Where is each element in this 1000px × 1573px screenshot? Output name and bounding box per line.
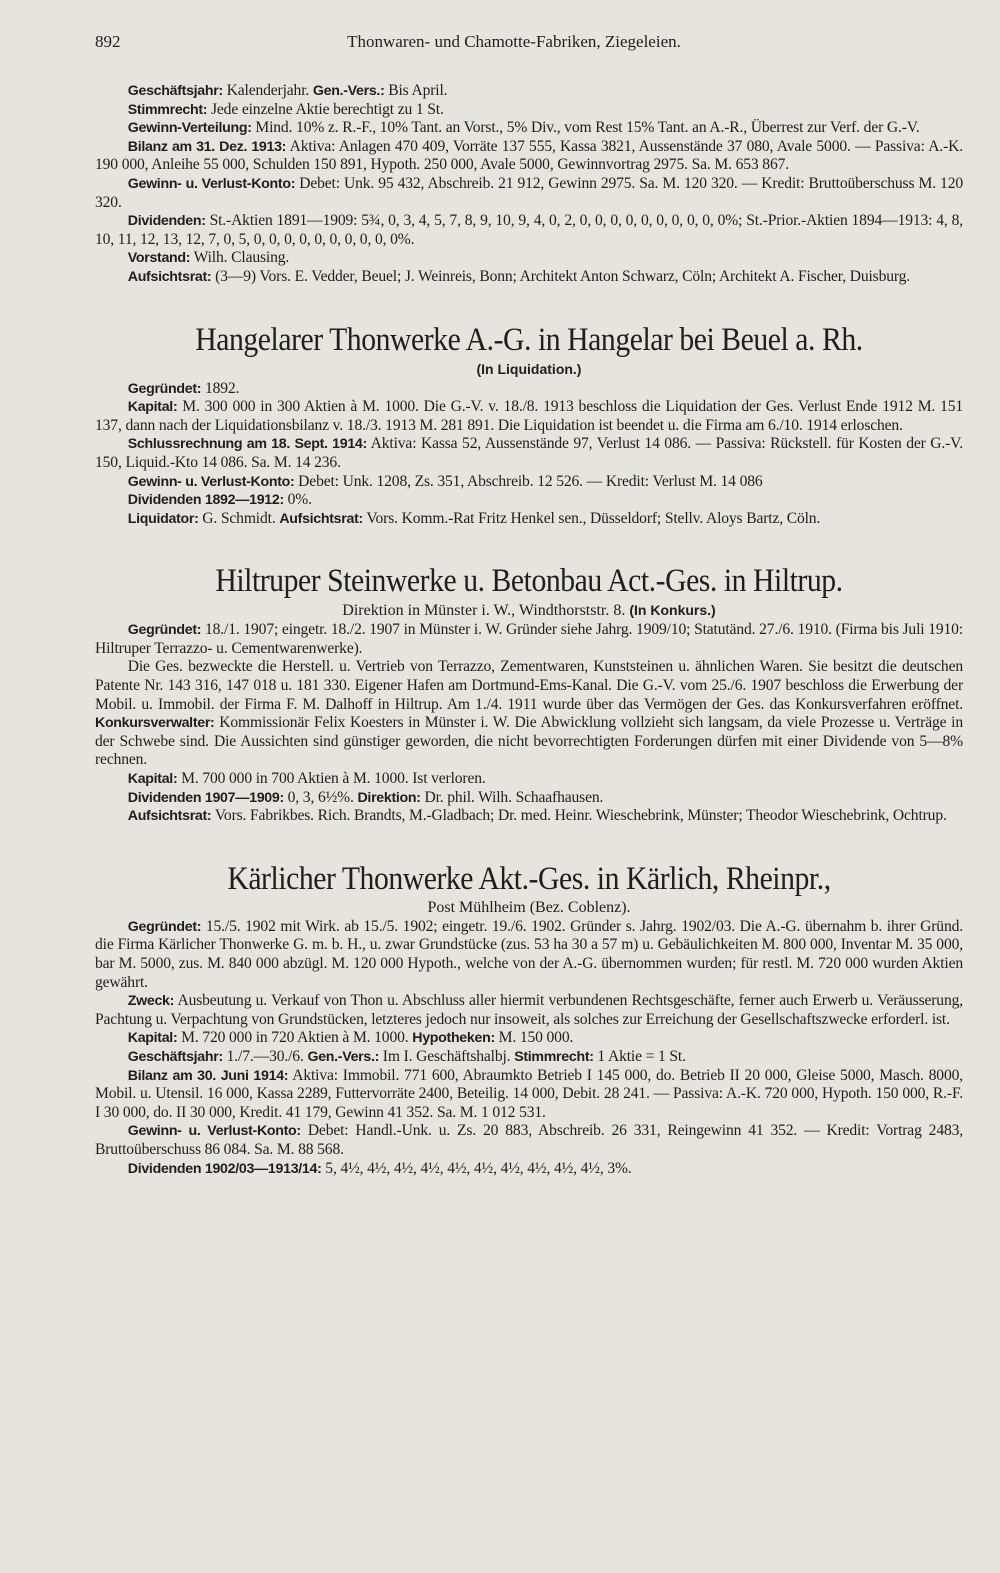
entry-paragraph xyxy=(95,1048,963,1067)
entry-paragraph xyxy=(95,621,963,658)
entry-paragraph xyxy=(95,770,963,789)
entry-paragraph xyxy=(95,138,963,175)
entry-paragraph xyxy=(95,1029,963,1048)
entry-label: Gegründet: xyxy=(127,380,202,397)
entry-label: Direktion: xyxy=(357,789,421,806)
entry-label: Hypotheken: xyxy=(412,1030,495,1047)
entry-paragraph xyxy=(95,789,963,808)
entry-label: Gen.-Vers.: xyxy=(307,1048,380,1065)
entry-text: Jede einzelne Aktie berechtigt zu 1 St. xyxy=(207,100,444,118)
entry-text: Vors. Komm.-Rat Fritz Henkel sen., Düsseldorf; Stellv. Aloys Bartz, Cöln. xyxy=(362,509,821,527)
entry-label: Aufsichtsrat: xyxy=(127,268,212,285)
entry-label: Dividenden 1902/03—1913/14: xyxy=(127,1160,322,1177)
entry-label: Geschäftsjahr: xyxy=(127,83,223,99)
entry-label: Gewinn-Verteilung: xyxy=(127,120,252,137)
entry-text: M. 150 000. xyxy=(494,1029,574,1047)
entry-text: 15./5. 1902 mit Wirk. ab 15./5. 1902; eingetr. 19./6. 1902. Gründer s. Jahrg. 1902/03. Die A.-G. übernahm b. ihrer Gründ. die Firma Kärlicher Thonwerke G. m. b. H., u. zwar Grundstücke (zus. 53 ha 30 a 57 m) u. Gebäulichkeiten M. 800 000, Inventar M. 35 000, bar M. 5000, zus. M. 840 000 abzügl. M. 120 000 Hypoth., welche von der A.-G. übernommen wurden; für restl. M. 720 000 wurden Aktien gewährt. xyxy=(95,917,963,991)
entry-paragraph xyxy=(95,249,963,268)
entry-label: Gegründet: xyxy=(127,622,202,639)
entry-text: Aktiva: Anlagen 470 409, Vorräte 137 555, Kassa 3821, Aussenstände 37 080, Avale 5000. — Passiva: A.-K. 190 000, Anleihe 55 000, Schulden 150 891, Hypoth. 250 000, Avale 5000, Gewinnvortrag 2975. Sa. M. 653 867. xyxy=(95,137,963,174)
entry-text: Mind. 10% z. R.-F., 10% Tant. an Vorst., 5% Div., vom Rest 15% Tant. an A.-R., Überrest zur Verf. der G.-V. xyxy=(251,119,920,137)
entry-text: Ausbeutung u. Verkauf von Thon u. Abschluss aller hiermit verbundenen Rechtsgeschäfte, ferner auch Erwerb u. Veräusserung, Pachtung u. Verpachtung von Grundstücken, letzteres jedoch nur insoweit, als solches zur Erreichung der Gesellschaftszwecke erforderl. ist. xyxy=(95,992,963,1028)
company-section xyxy=(95,82,963,287)
entry-label: Gewinn- u. Verlust-Konto: xyxy=(127,1123,301,1140)
entry-label: Dividenden 1892—1912: xyxy=(127,492,284,509)
entry-text: Bis April. xyxy=(384,82,448,99)
entry-paragraph xyxy=(95,435,963,472)
entry-label: Gen.-Vers.: xyxy=(312,83,385,99)
entry-text: Debet: Handl.-Unk. u. Zs. 20 883, Abschreib. 26 331, Reingewinn 41 352. — Kredit: Vortrag 2483, Bruttoüberschuss 86 084. Sa. M. 88 568. xyxy=(95,1122,964,1158)
entry-text: 1892. xyxy=(201,379,240,397)
company-section xyxy=(95,562,963,826)
subtitle-text: Direktion in Münster i. W., Windthorststr. 8. xyxy=(342,602,630,620)
entry-text: 18./1. 1907; eingetr. 18./2. 1907 in Münster i. W. Gründer siehe Jahrg. 1909/10; Statutänd. 27./6. 1910. (Firma bis Juli 1910: Hiltruper Terrazzo- u. Cementwarenwerke). xyxy=(95,621,963,657)
entry-label: Bilanz am 31. Dez. 1913: xyxy=(127,138,287,155)
entry-paragraph xyxy=(95,101,963,120)
entry-paragraph xyxy=(95,175,963,212)
entry-paragraph xyxy=(95,473,963,492)
entry-text: Kalenderjahr. xyxy=(222,82,313,99)
running-title: Thonwaren- und Chamotte-Fabriken, Ziegeleien. xyxy=(347,32,681,51)
entry-text: M. 720 000 in 720 Aktien à M. 1000. xyxy=(177,1029,413,1047)
entry-label: Zweck: xyxy=(127,993,175,1010)
entry-text: Wilh. Clausing. xyxy=(190,249,290,267)
entry-label: Geschäftsjahr: xyxy=(127,1048,223,1065)
company-title: Hiltruper Steinwerke u. Betonbau Act.-Ges. in Hiltrup. xyxy=(215,563,843,600)
entry-label: Kapital: xyxy=(127,1030,178,1047)
entry-text: 5, 4½, 4½, 4½, 4½, 4½, 4½, 4½, 4½, 4½, 4½, 3%. xyxy=(321,1159,632,1177)
page-number: 892 xyxy=(95,32,121,51)
entry-text: Debet: Unk. 1208, Zs. 351, Abschreib. 12 526. — Kredit: Verlust M. 14 086 xyxy=(294,472,763,490)
entry-label: Aufsichtsrat: xyxy=(127,808,212,825)
entry-paragraph xyxy=(95,82,963,101)
entry-paragraph xyxy=(95,119,963,138)
company-title: Kärlicher Thonwerke Akt.-Ges. in Kärlich, Rheinpr., xyxy=(227,860,831,897)
entry-label: Aufsichtsrat: xyxy=(279,510,363,527)
entry-label: Kapital: xyxy=(127,399,178,416)
company-title: Hangelarer Thonwerke A.-G. in Hangelar bei Beuel a. Rh. xyxy=(195,321,863,358)
entry-text: M. 300 000 in 300 Aktien à M. 1000. Die G.-V. v. 18./8. 1913 beschloss die Liquidation der Ges. Verlust Ende 1912 M. 151 137, dann nach der Liquidationsbilanz v. 18./3. 1913 M. 281 891. Die Liquidation ist beendet u. die Firma am 6./10. 1914 erloschen. xyxy=(95,398,963,434)
status-note: (In Konkurs.) xyxy=(629,602,716,619)
entry-label: Liquidator: xyxy=(127,510,199,527)
entry-text: Dr. phil. Wilh. Schaafhausen. xyxy=(420,788,604,806)
entry-text: 0, 3, 6½%. xyxy=(283,788,358,806)
entry-text: M. 700 000 in 700 Aktien à M. 1000. Ist verloren. xyxy=(177,770,486,788)
running-header xyxy=(95,32,963,52)
document-page xyxy=(95,32,963,1178)
entry-label: Vorstand: xyxy=(127,250,191,267)
entry-paragraph xyxy=(95,1160,963,1179)
entry-label: Schlussrechnung am 18. Sept. 1914: xyxy=(127,436,367,453)
entry-paragraph xyxy=(95,510,963,529)
entry-paragraph xyxy=(95,992,963,1029)
entry-paragraph xyxy=(95,1067,963,1123)
entry-paragraph xyxy=(95,398,963,435)
entry-label: Gegründet: xyxy=(127,918,202,935)
entry-paragraph xyxy=(95,212,963,249)
entry-text: Debet: Unk. 95 432, Abschreib. 21 912, Gewinn 2975. Sa. M. 120 320. — Kredit: Bruttoüberschuss M. 120 320. xyxy=(95,174,963,211)
entry-label: Gewinn- u. Verlust-Konto: xyxy=(127,175,296,192)
entry-text: Im I. Geschäftshalbj. xyxy=(379,1047,515,1065)
entry-label: Dividenden 1907—1909: xyxy=(127,789,284,806)
entry-paragraph xyxy=(95,268,963,287)
entry-text: Die Ges. bezweckte die Herstell. u. Vertrieb von Terrazzo, Zementwaren, Kunststeinen u. ähnlichen Waren. Sie besitzt die deutschen Patente Nr. 143 316, 147 018 u. 181 330. Eigener Hafen am Dortmund-Ems-Kanal. Die G.-V. vom 25./6. 1907 beschloss die Erwerbung der Mobil. u. Immobil. der Firma F. M. Dalhoff in Hiltrup. Am 1./4. 1911 wurde über das Vermögen der Ges. das Konkursverfahren eröffnet. xyxy=(95,658,963,713)
entry-text: Aktiva: Kassa 52, Aussenstände 97, Verlust 14 086. — Passiva: Rückstell. für Kosten der G.-V. 150, Liquid.-Kto 14 086. Sa. M. 14 236. xyxy=(95,435,963,471)
entry-text: Kommissionär Felix Koesters in Münster i. W. Die Abwicklung vollzieht sich langsam, da viele Prozesse u. Verträge in der Schwebe sind. Die Aussichten sind günstiger geworden, die nicht bevorrechtigten Forderungen dürfen mit einer Dividende von 5—8% rechnen. xyxy=(95,714,963,769)
status-note: (In Liquidation.) xyxy=(476,360,582,377)
entry-text: 1 Aktie = 1 St. xyxy=(593,1047,686,1065)
entry-text: G. Schmidt. xyxy=(198,509,280,527)
sections xyxy=(95,82,963,1178)
entry-text: 1./7.—30./6. xyxy=(222,1047,308,1065)
entry-label: Konkursverwalter: xyxy=(95,715,215,732)
entry-text: 0%. xyxy=(283,491,312,509)
company-subtitle xyxy=(95,898,963,918)
entry-label: Dividenden: xyxy=(127,213,206,230)
entry-label: Bilanz am 30. Juni 1914: xyxy=(127,1067,289,1084)
company-subtitle xyxy=(95,359,963,380)
company-section xyxy=(95,860,963,1178)
entry-text: St.-Aktien 1891—1909: 5¾, 0, 3, 4, 5, 7, 8, 9, 10, 9, 4, 0, 2, 0, 0, 0, 0, 0, 0, 0, 0, 0, 0%; St.-Prior.-Aktien 1894—1913: 4, 8, 10, 11, 12, 13, 12, 7, 0, 5, 0, 0, 0, 0, 0, 0, 0, 0, 0, 0%. xyxy=(95,212,963,248)
entry-text: Aktiva: Immobil. 771 600, Abraumkto Betrieb I 145 000, do. Betrieb II 20 000, Gleise 5000, Masch. 8000, Mobil. u. Utensil. 16 000, Kassa 2289, Futtervorräte 2400, Beteilig. 14 000, Debit. 28 241. — Passiva: A.-K. 720 000, Hypoth. 150 000, R.-F. I 30 000, do. II 30 000, Kredit. 41 179, Gewinn 41 352. Sa. M. 1 012 531. xyxy=(95,1066,963,1121)
entry-text: Vors. Fabrikbes. Rich. Brandts, M.-Gladbach; Dr. med. Heinr. Wieschebrink, Münster; Theodor Wieschebrink, Ochtrup. xyxy=(211,807,947,825)
entry-paragraph xyxy=(95,1122,963,1159)
entry-paragraph xyxy=(95,491,963,510)
entry-label: Stimmrecht: xyxy=(127,101,208,118)
company-subtitle xyxy=(95,600,963,621)
entry-label: Stimmrecht: xyxy=(514,1048,594,1065)
entry-paragraph xyxy=(95,658,963,770)
entry-label: Kapital: xyxy=(127,771,178,788)
entry-paragraph xyxy=(95,918,963,992)
subtitle-text: Post Mühlheim (Bez. Coblenz). xyxy=(427,898,631,916)
entry-label: Gewinn- u. Verlust-Konto: xyxy=(127,473,295,490)
entry-paragraph xyxy=(95,380,963,399)
entry-paragraph xyxy=(95,807,963,826)
company-section xyxy=(95,321,963,529)
entry-text: (3—9) Vors. E. Vedder, Beuel; J. Weinreis, Bonn; Architekt Anton Schwarz, Cöln; Architekt A. Fischer, Duisburg. xyxy=(211,267,911,285)
